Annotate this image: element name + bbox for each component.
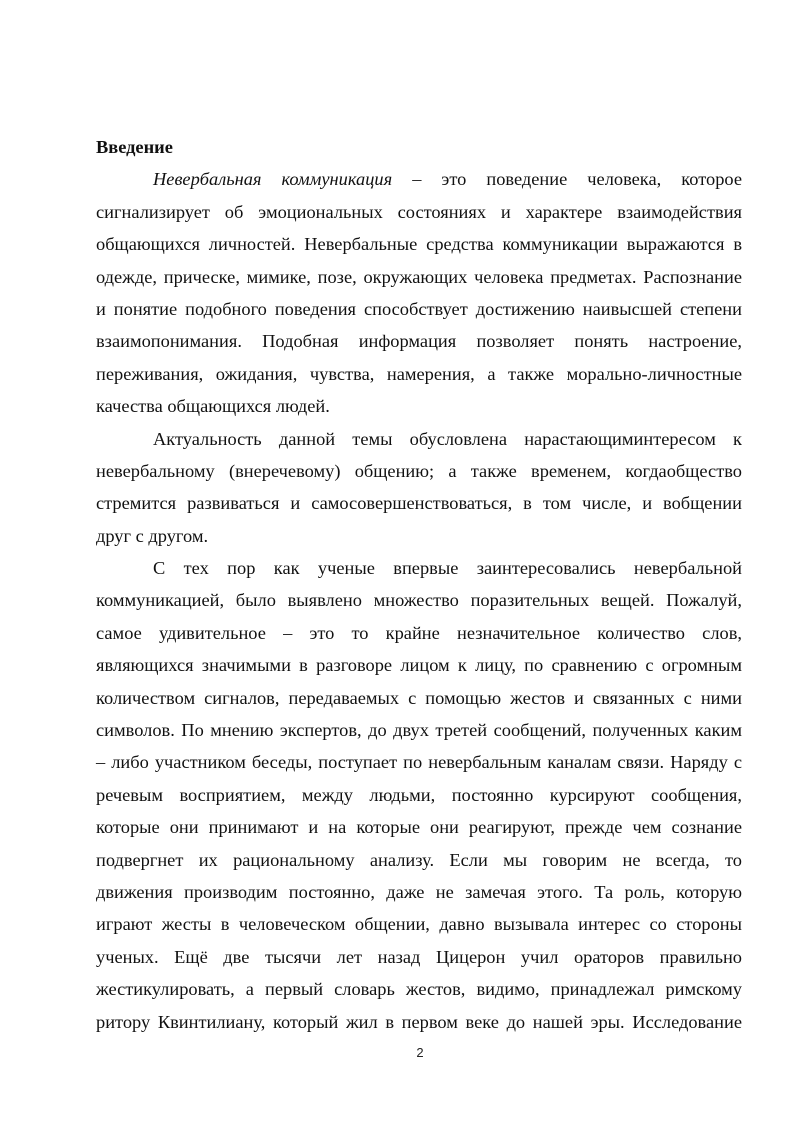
text-line: общающихся личностей. Невербальные средства коммуникации выражаются в [96, 234, 742, 255]
text-line: друг с другом. [96, 525, 209, 546]
text-line: Невербальная коммуникация – это поведение человека, которое [153, 169, 742, 190]
text-line: – либо участником беседы, поступает по невербальным каналам связи. Наряду с [96, 752, 742, 773]
text-line: С тех пор как ученые впервые заинтересовались невербальной [153, 558, 742, 579]
paragraph-history [96, 552, 742, 1038]
text-line: переживания, ожидания, чувства, намерения, а также морально-личностные [96, 363, 742, 384]
text-line: являющихся значимыми в разговоре лицом к лицу, по сравнению с огромным [96, 655, 742, 676]
text-line: Актуальность данной темы обусловлена нарастающиминтересом к [153, 428, 742, 449]
text-line: невербальному (внеречевому) общению; а также временем, когдаобщество [96, 460, 742, 481]
text-line: одежде, прическе, мимике, позе, окружающих человека предметах. Распознание [96, 266, 742, 287]
text-line: стремится развиваться и самосовершенствоваться, в том числе, и вобщении [96, 493, 742, 514]
text-line: которые они принимают и на которые они реагируют, прежде чем сознание [96, 817, 742, 838]
text-line: качества общающихся людей. [96, 396, 330, 417]
paragraph-definition [96, 163, 742, 422]
text-line: количеством сигналов, передаваемых с помощью жестов и связанных с ними [96, 687, 742, 708]
document-body [96, 131, 742, 1038]
text-line: взаимопонимания. Подобная информация позволяет понять настроение, [96, 331, 742, 352]
text-line: самое удивительное – это то крайне незначительное количество слов, [96, 622, 742, 643]
text-line: жестикулировать, а первый словарь жестов, видимо, принадлежал римскому [96, 979, 742, 1000]
text-line: ученых. Ещё две тысячи лет назад Цицерон учил ораторов правильно [96, 946, 742, 967]
page-number: 2 [416, 1045, 424, 1060]
text-line: сигнализирует об эмоциональных состояниях и характере взаимодействия [96, 201, 742, 222]
text-line: и понятие подобного поведения способствует достижению наивысшей степени [96, 298, 742, 319]
text-line: ритору Квинтилиану, который жил в первом веке до нашей эры. Исследование [96, 1011, 742, 1032]
text-line: символов. По мнению экспертов, до двух третей сообщений, полученных каким [96, 720, 742, 741]
text-line: коммуникацией, было выявлено множество поразительных вещей. Пожалуй, [96, 590, 742, 611]
paragraph-relevance [96, 423, 742, 553]
text-line: подвергнет их рациональному анализу. Если мы говорим не всегда, то [96, 849, 742, 870]
section-heading: Введение [96, 137, 173, 157]
text-line: играют жесты в человеческом общении, давно вызывала интерес со стороны [96, 914, 742, 935]
text-line: речевым восприятием, между людьми, постоянно курсируют сообщения, [96, 784, 742, 805]
term-italic: Невербальная коммуникация [153, 169, 393, 190]
text-line: движения производим постоянно, даже не замечая этого. Та роль, которую [96, 881, 742, 902]
